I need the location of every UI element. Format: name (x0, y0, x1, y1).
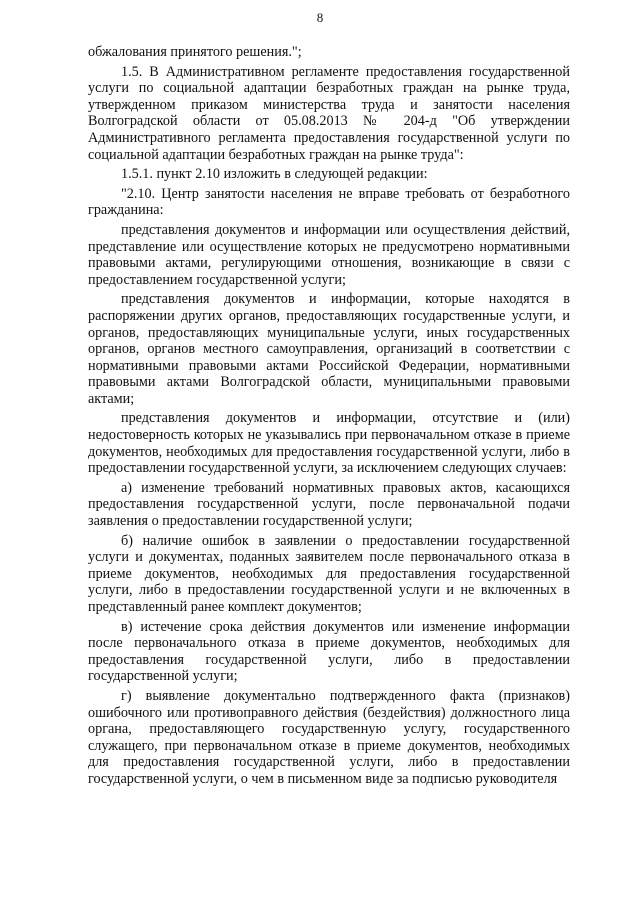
paragraph-documents-not-required: представления документов и информации или осуществления действий, представление или осуществление которых не предусмотрено нормативными правовыми актами, регулирующими отношения, возникающие в связи с предоставлением государственной услуги; (88, 221, 570, 288)
page-number: 8 (316, 10, 324, 25)
paragraph-1-5: 1.5. В Административном регламенте предоставления государственной услуги по социальной адаптации безработных граждан на рынке труда, утвержденном приказом министерства труда и занятости населения Волгоградской области от 05.08.2013 № 204-д "Об утверждении Административного регламента предоставления государственной услуги по социальной адаптации безработных граждан на рынке труда": (88, 63, 570, 163)
list-item-v: в) истечение срока действия документов или изменение информации после первоначального отказа в приеме документов, необходимых для предоставления государственной услуги, либо в предоставлении государственной услуги; (88, 618, 570, 685)
paragraph-appeal-ending: обжалования принятого решения."; (88, 44, 302, 60)
list-item-b: б) наличие ошибок в заявлении о предоставлении государственной услуги и документах, поданных заявителем после первоначального отказа в приеме документов, необходимых для предоставления государственной услуги, либо в предоставлении государственной услуги и не включенных в представленный ранее комплект документов; (88, 532, 570, 615)
paragraph-1-5-1: 1.5.1. пункт 2.10 изложить в следующей редакции: (121, 166, 428, 183)
paragraph-2-10: "2.10. Центр занятости населения не вправе требовать от безработного гражданина: (88, 185, 570, 219)
document-body (88, 44, 570, 791)
list-item-a: а) изменение требований нормативных правовых актов, касающихся предоставления государственной услуги, после первоначальной подачи заявления о предоставлении государственной услуги; (88, 479, 570, 530)
paragraph-documents-not-indicated: представления документов и информации, отсутствие и (или) недостоверность которых не указывались при первоначальном отказе в приеме документов, необходимых для предоставления государственной услуги, либо в предоставлении государственной услуги, за исключением следующих случаев: (88, 410, 570, 477)
paragraph-documents-in-other-agencies: представления документов и информации, которые находятся в распоряжении других органов, предоставляющих государственные услуги, и органов, предоставляющих муниципальные услуги, иных государственных органов, органов местного самоуправления, организаций в соответствии с нормативными правовыми актами Российской Федерации, нормативными правовыми актами Волгоградской области, муниципальными правовыми актами; (88, 291, 570, 407)
list-item-g: г) выявление документально подтвержденного факта (признаков) ошибочного или противоправного действия (бездействия) должностного лица органа, предоставляющего государственную услугу, государственного служащего, при первоначальном отказе в приеме документов, необходимых для предоставления государственной услуги, либо в предоставлении государственной услуги, о чем в письменном виде за подписью руководителя (88, 687, 570, 787)
